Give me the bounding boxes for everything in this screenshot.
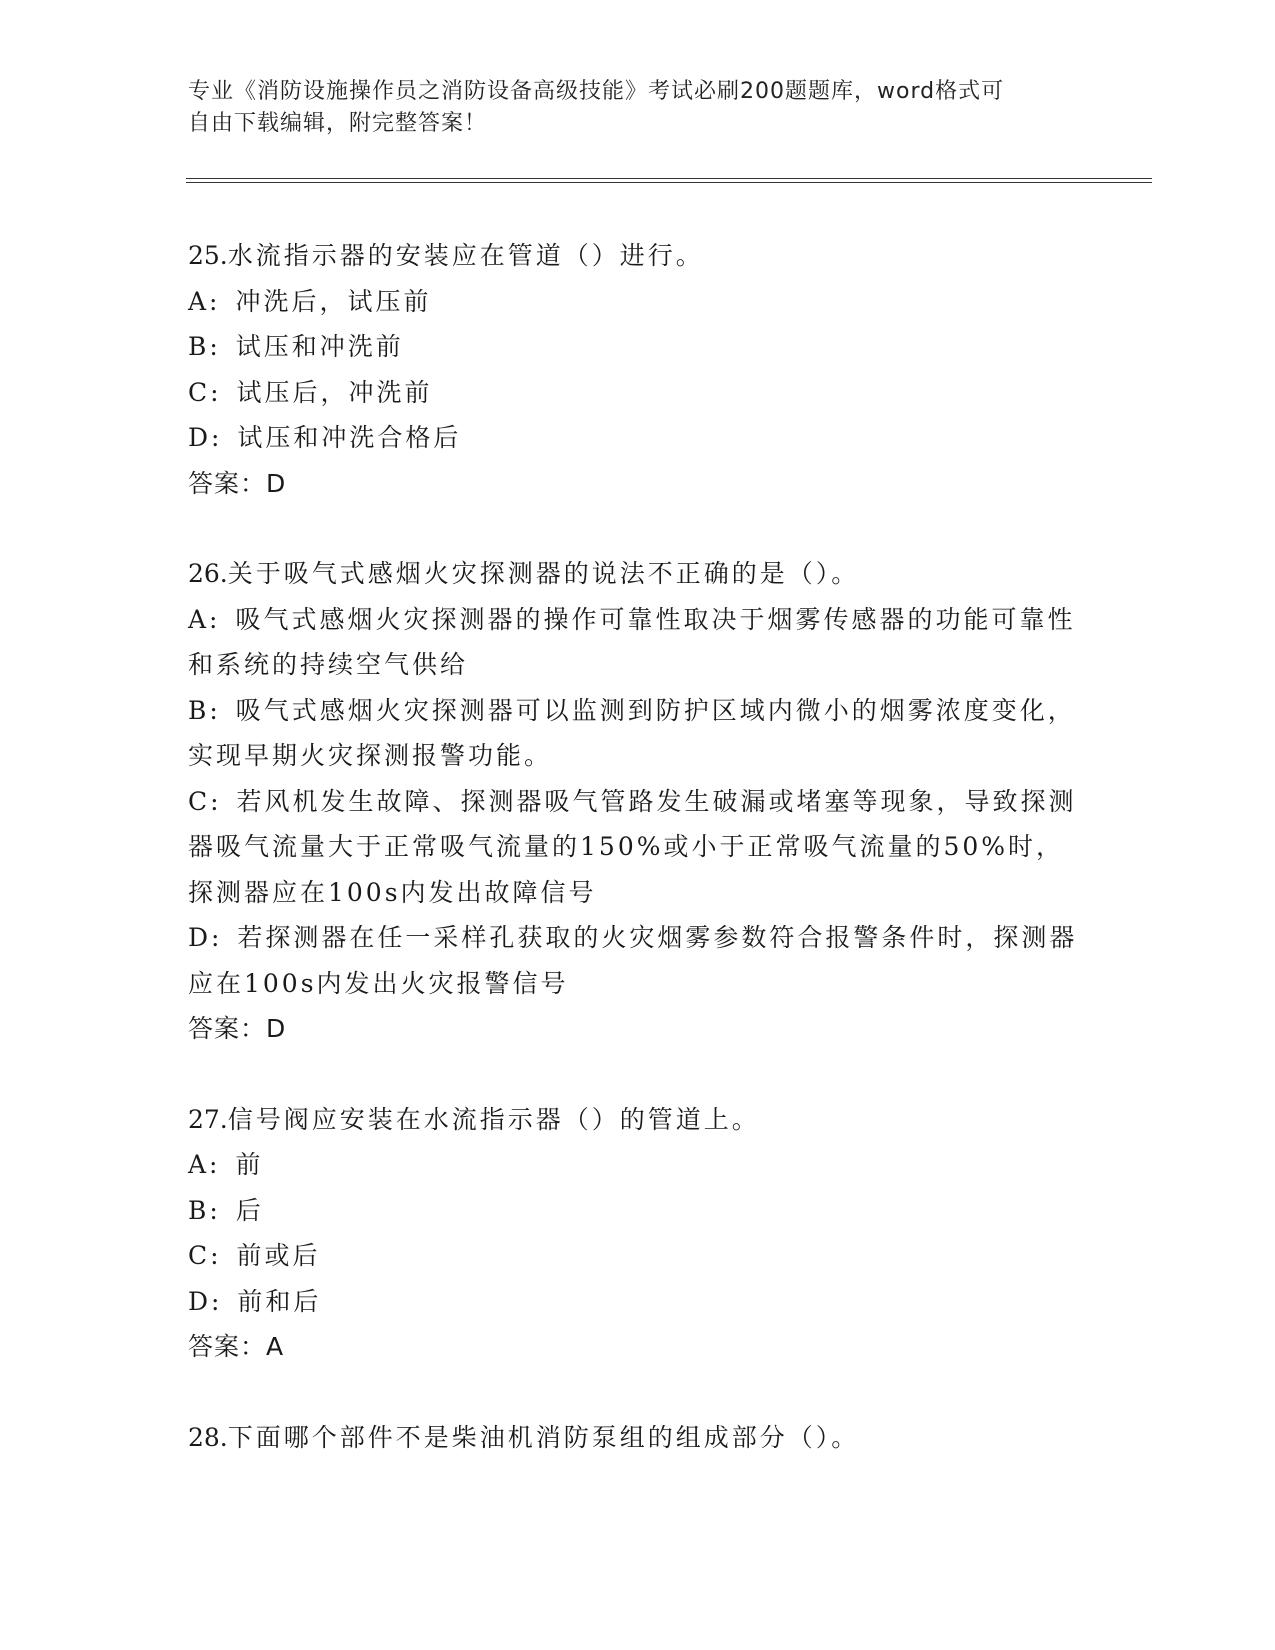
option-b	[188, 688, 1088, 779]
header-divider	[186, 178, 1152, 183]
answer-value: D	[266, 468, 287, 498]
question-text: 关于吸气式感烟火灾探测器的说法不正确的是（）。	[227, 559, 860, 588]
option-text: 前或后	[236, 1241, 321, 1270]
option-c	[188, 779, 1088, 916]
option-text: 前和后	[237, 1286, 322, 1316]
option-key: C:	[188, 1241, 222, 1270]
option-d	[188, 415, 1088, 461]
answer-line	[188, 1006, 1088, 1052]
answer-label: 答案：	[188, 468, 267, 498]
question-25	[188, 233, 1088, 506]
option-key: D:	[188, 423, 223, 452]
option-text: 试压和冲洗合格后	[237, 423, 462, 452]
option-a	[188, 279, 1088, 325]
answer-label: 答案：	[188, 1332, 267, 1361]
question-text: 水流指示器的安装应在管道（）进行。	[227, 241, 704, 270]
option-key: D:	[188, 923, 223, 952]
question-text: 信号阀应安装在水流指示器（）的管道上。	[227, 1104, 760, 1134]
question-number: 26.	[188, 559, 228, 588]
option-c	[188, 1233, 1088, 1279]
option-key: A:	[188, 604, 221, 634]
option-b	[188, 324, 1088, 370]
question-stem	[188, 233, 1088, 279]
option-key: B:	[188, 695, 221, 725]
question-number: 25.	[188, 241, 228, 270]
header-line-2: 自由下载编辑，附完整答案！	[188, 111, 488, 136]
question-list	[188, 233, 1088, 1505]
question-number: 27.	[188, 1104, 228, 1134]
option-c	[188, 370, 1088, 416]
document-header	[188, 76, 1068, 140]
question-26	[188, 551, 1088, 1052]
question-28	[188, 1415, 1088, 1461]
option-text: 若探测器在任一采样孔获取的火灾烟雾参数符合报警条件时，探测器应在100s内发出火灾报警信号	[188, 923, 1078, 998]
option-text: 若风机发生故障、探测器吸气管路发生破漏或堵塞等现象，导致探测器吸气流量大于正常吸气流量的150%或小于正常吸气流量的50%时，探测器应在100s内发出故障信号	[188, 786, 1077, 907]
option-key: A:	[188, 286, 221, 316]
option-text: 吸气式感烟火灾探测器可以监测到防护区域内微小的烟雾浓度变化，实现早期火灾探测报警功能。	[188, 695, 1076, 770]
option-key: A:	[188, 1150, 221, 1179]
answer-value: D	[266, 1014, 287, 1043]
header-line-1: 专业《消防设施操作员之消防设备高级技能》考试必刷200题题库，word格式可	[188, 79, 1005, 104]
option-text: 吸气式感烟火灾探测器的操作可靠性取决于烟雾传感器的功能可靠性和系统的持续空气供给	[188, 604, 1076, 679]
answer-line	[188, 461, 1088, 507]
option-key: B:	[188, 1195, 221, 1225]
option-a	[188, 1142, 1088, 1188]
option-key: C:	[188, 786, 222, 816]
option-key: C:	[188, 377, 222, 407]
question-27	[188, 1097, 1088, 1370]
option-key: D:	[188, 1286, 223, 1316]
option-text: 试压和冲洗前	[235, 332, 404, 361]
question-stem	[188, 551, 1088, 597]
question-text: 下面哪个部件不是柴油机消防泵组的组成部分（）。	[227, 1422, 860, 1452]
option-text: 试压后，冲洗前	[236, 377, 433, 407]
answer-label: 答案：	[188, 1014, 267, 1043]
option-b	[188, 1188, 1088, 1234]
option-d	[188, 915, 1088, 1006]
question-stem	[188, 1415, 1088, 1461]
option-d	[188, 1279, 1088, 1325]
answer-value: A	[266, 1332, 285, 1361]
answer-line	[188, 1324, 1088, 1370]
option-key: B:	[188, 332, 221, 361]
option-text: 冲洗后，试压前	[235, 286, 432, 316]
option-text: 后	[235, 1195, 264, 1225]
option-text: 前	[235, 1150, 264, 1179]
option-a	[188, 597, 1088, 688]
question-number: 28.	[188, 1422, 228, 1452]
question-stem	[188, 1097, 1088, 1143]
